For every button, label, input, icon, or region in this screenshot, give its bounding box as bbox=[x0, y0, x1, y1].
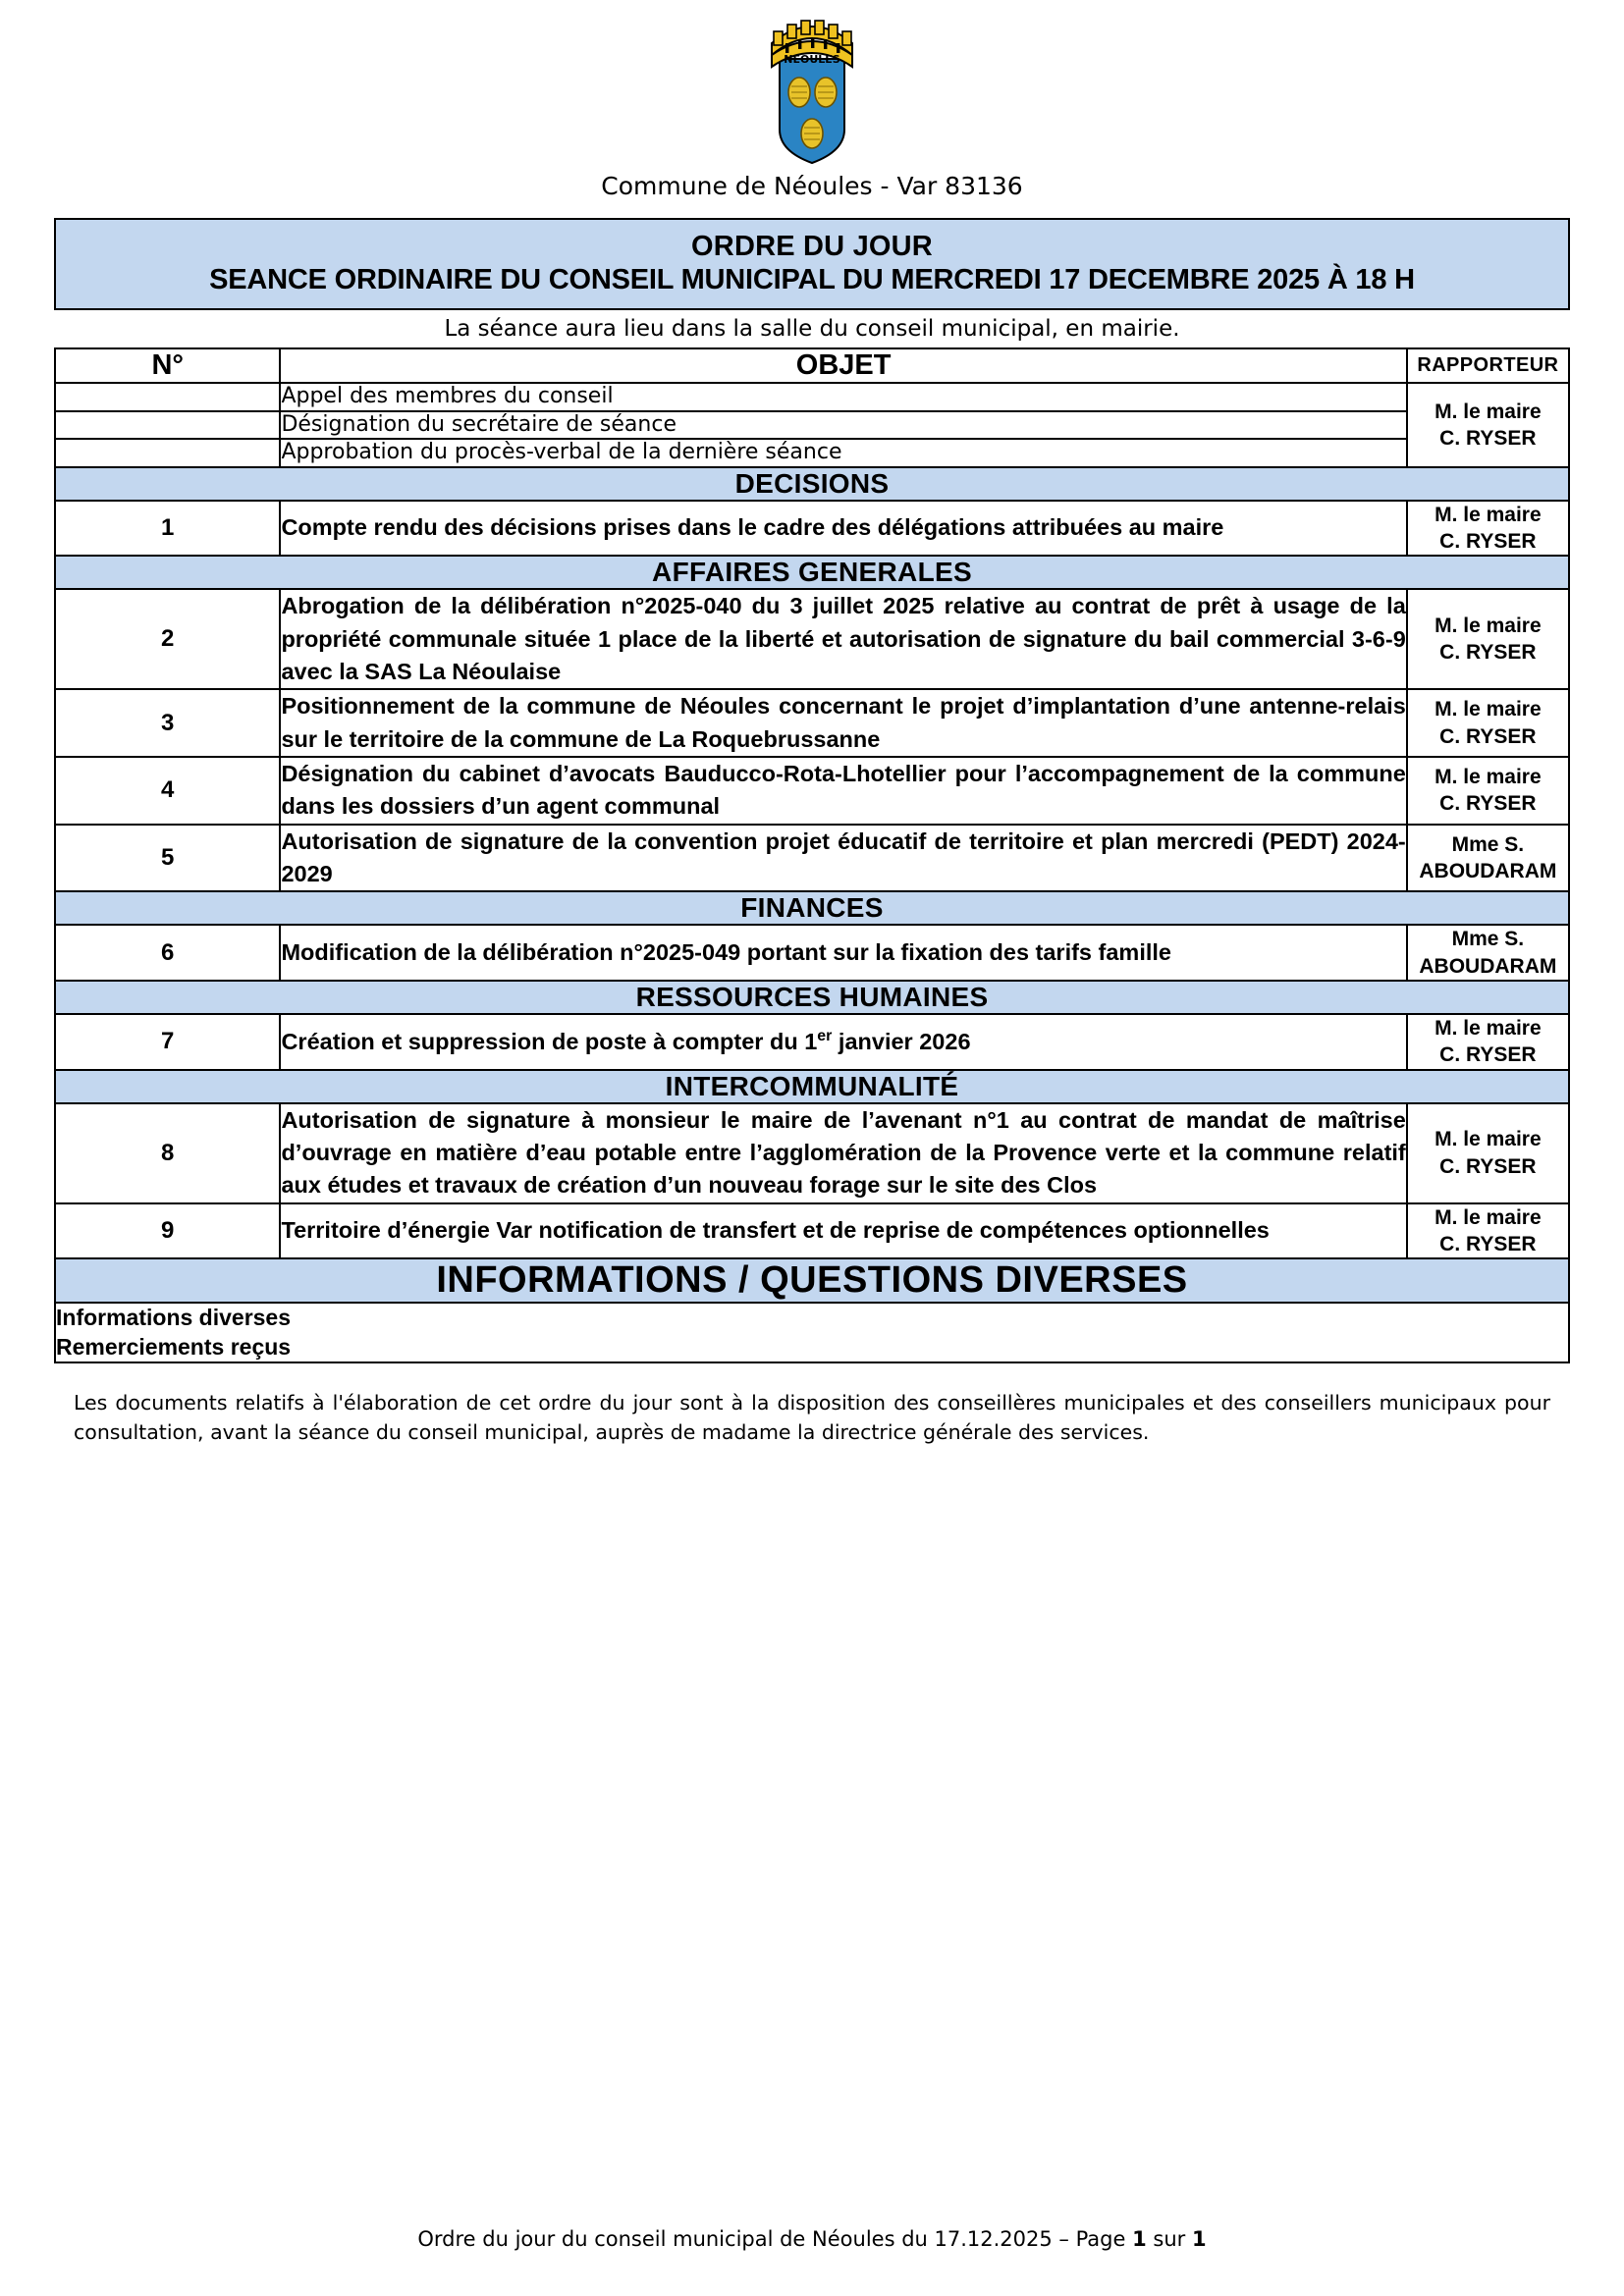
cell-num: 5 bbox=[55, 825, 280, 892]
information-line: Informations diverses bbox=[56, 1305, 292, 1331]
cell-informations bbox=[55, 1303, 1569, 1362]
neoules-coat-of-arms-icon bbox=[754, 14, 870, 166]
page-subtitle: SEANCE ORDINAIRE DU CONSEIL MUNICIPAL DU MERCREDI 17 DECEMBRE 2025 À 18 H bbox=[209, 264, 1415, 296]
rapporteur-line-2: C. RYSER bbox=[1439, 1154, 1537, 1178]
page-title: ORDRE DU JOUR bbox=[691, 231, 933, 262]
table-row bbox=[55, 589, 1569, 689]
rapporteur-line-1: M. le maire bbox=[1435, 698, 1542, 721]
rapporteur-line-2: C. RYSER bbox=[1439, 1043, 1537, 1067]
table-row bbox=[55, 1103, 1569, 1203]
cell-objet: Approbation du procès-verbal de la dernière séance bbox=[280, 439, 1406, 466]
crest-container bbox=[0, 0, 1624, 166]
footer-prefix: Ordre du jour du conseil municipal de Néoules du 17.12.2025 – Page bbox=[417, 2227, 1133, 2251]
rapporteur-line-1: M. le maire bbox=[1435, 766, 1542, 789]
table-row bbox=[55, 383, 1569, 410]
agenda-table bbox=[54, 347, 1570, 1363]
ordre-du-jour-title-box bbox=[54, 218, 1570, 310]
table-row bbox=[55, 689, 1569, 757]
cell-rapporteur bbox=[1407, 1014, 1569, 1070]
footer-page-current: 1 bbox=[1132, 2227, 1147, 2251]
table-row bbox=[55, 825, 1569, 892]
venue-note: La séance aura lieu dans la salle du conseil municipal, en mairie. bbox=[444, 316, 1180, 343]
table-row bbox=[55, 439, 1569, 466]
cell-objet: Désignation du cabinet d’avocats Bauducco-Rota-Lhotellier pour l’accompagnement de la commune dans les dossiers d’un agent communal bbox=[280, 757, 1406, 825]
cell-objet: Positionnement de la commune de Néoules concernant le projet d’implantation d’une antenne-relais sur le territoire de la commune de La Roquebrussanne bbox=[280, 689, 1406, 757]
cell-num: 3 bbox=[55, 689, 280, 757]
section-banner-row bbox=[55, 891, 1569, 925]
cell-objet: Désignation du secrétaire de séance bbox=[280, 411, 1406, 439]
section-title: RESSOURCES HUMAINES bbox=[635, 982, 989, 1013]
section-title: INFORMATIONS / QUESTIONS DIVERSES bbox=[436, 1259, 1188, 1302]
cell-objet: Modification de la délibération n°2025-049 portant sur la fixation des tarifs famille bbox=[280, 925, 1406, 981]
cell-objet: Création et suppression de poste à compter du 1er janvier 2026 bbox=[280, 1014, 1406, 1070]
cell-rapporteur bbox=[1407, 825, 1569, 892]
section-banner-row bbox=[55, 981, 1569, 1014]
rapporteur-line-2: C. RYSER bbox=[1439, 427, 1537, 451]
page-footer bbox=[0, 2227, 1624, 2251]
cell-objet: Autorisation de signature à monsieur le maire de l’avenant n°1 au contrat de mandat de maîtrise d’ouvrage en matière d’eau potable entre l’agglomération de la Provence verte et la commune relatif aux études et travaux de création d’un nouveau forage sur le site des Clos bbox=[280, 1103, 1406, 1203]
cell-num: 7 bbox=[55, 1014, 280, 1070]
table-row bbox=[55, 1203, 1569, 1259]
rapporteur-line-1: M. le maire bbox=[1435, 1205, 1542, 1229]
rapporteur-line-1: M. le maire bbox=[1435, 503, 1542, 526]
rapporteur-line-2: C. RYSER bbox=[1439, 724, 1537, 748]
rapporteur-line-2: C. RYSER bbox=[1439, 529, 1537, 553]
cell-num bbox=[55, 411, 280, 439]
documents-availability-note: Les documents relatifs à l'élaboration de cet ordre du jour sont à la disposition des conseillères municipales et des conseillers municipaux pour consultation, avant la séance du conseil municipal, auprès de madame la directrice générale des services. bbox=[74, 1391, 1550, 1444]
rapporteur-line-2: ABOUDARAM bbox=[1419, 954, 1557, 978]
section-banner-cell bbox=[55, 556, 1569, 589]
section-banner-cell bbox=[55, 1258, 1569, 1303]
cell-objet: Abrogation de la délibération n°2025-040 du 3 juillet 2025 relative au contrat de prêt à usage de la propriété communale située 1 place de la liberté et autorisation de signature du bail commercial 3-6-9 avec la SAS La Néoulaise bbox=[280, 589, 1406, 689]
column-header-objet: OBJET bbox=[280, 348, 1406, 383]
footer-page-total: 1 bbox=[1191, 2227, 1207, 2251]
cell-num: 4 bbox=[55, 757, 280, 825]
cell-rapporteur bbox=[1407, 1103, 1569, 1203]
cell-rapporteur bbox=[1407, 589, 1569, 689]
cell-num: 6 bbox=[55, 925, 280, 981]
table-header-row bbox=[55, 348, 1569, 383]
table-row bbox=[55, 501, 1569, 557]
rapporteur-line-2: ABOUDARAM bbox=[1419, 860, 1557, 883]
section-banner-row bbox=[55, 467, 1569, 501]
cell-objet: Appel des membres du conseil bbox=[280, 383, 1406, 410]
section-banner-row bbox=[55, 1070, 1569, 1103]
footer-middle: sur bbox=[1146, 2227, 1192, 2251]
section-title: AFFAIRES GENERALES bbox=[652, 557, 972, 588]
rapporteur-line-2: C. RYSER bbox=[1439, 1233, 1537, 1255]
table-row bbox=[55, 1303, 1569, 1362]
cell-num: 2 bbox=[55, 589, 280, 689]
cell-rapporteur bbox=[1407, 501, 1569, 557]
section-title: FINANCES bbox=[740, 892, 884, 924]
cell-rapporteur bbox=[1407, 925, 1569, 981]
rapporteur-line-1: Mme S. bbox=[1451, 928, 1525, 951]
section-banner-cell bbox=[55, 467, 1569, 501]
rapporteur-line-2: C. RYSER bbox=[1439, 641, 1537, 665]
rapporteur-line-1: Mme S. bbox=[1451, 832, 1525, 856]
table-row bbox=[55, 757, 1569, 825]
table-row bbox=[55, 925, 1569, 981]
cell-rapporteur bbox=[1407, 689, 1569, 757]
rapporteur-line-1: M. le maire bbox=[1435, 614, 1542, 637]
section-banner-cell bbox=[55, 981, 1569, 1014]
rapporteur-line-1: M. le maire bbox=[1435, 400, 1542, 423]
cell-num: 9 bbox=[55, 1203, 280, 1259]
cell-objet: Autorisation de signature de la convention projet éducatif de territoire et plan mercredi (PEDT) 2024-2029 bbox=[280, 825, 1406, 892]
cell-num: 8 bbox=[55, 1103, 280, 1203]
cell-num: 1 bbox=[55, 501, 280, 557]
cell-rapporteur bbox=[1407, 757, 1569, 825]
cell-num bbox=[55, 383, 280, 410]
section-banner-cell bbox=[55, 891, 1569, 925]
column-header-rapporteur: RAPPORTEUR bbox=[1407, 348, 1569, 383]
rapporteur-line-2: C. RYSER bbox=[1439, 792, 1537, 816]
cell-objet: Territoire d’énergie Var notification de transfert et de reprise de compétences optionnelles bbox=[280, 1203, 1406, 1259]
section-title: DECISIONS bbox=[734, 467, 890, 499]
rapporteur-line-1: M. le maire bbox=[1435, 1017, 1542, 1041]
crest-motto-text: NEOULES bbox=[784, 53, 840, 66]
cell-num bbox=[55, 439, 280, 466]
information-line: Remerciements reçus bbox=[56, 1333, 292, 1360]
rapporteur-line-1: M. le maire bbox=[1435, 1128, 1542, 1151]
column-header-num: N° bbox=[55, 348, 280, 383]
cell-objet: Compte rendu des décisions prises dans le cadre des délégations attribuées au maire bbox=[280, 501, 1406, 557]
section-banner-row bbox=[55, 556, 1569, 589]
section-banner-row bbox=[55, 1258, 1569, 1303]
table-row bbox=[55, 1014, 1569, 1070]
table-row bbox=[55, 411, 1569, 439]
commune-subtitle: Commune de Néoules - Var 83136 bbox=[601, 172, 1023, 200]
cell-rapporteur bbox=[1407, 1203, 1569, 1259]
section-title: INTERCOMMUNALITÉ bbox=[665, 1070, 959, 1101]
section-banner-cell bbox=[55, 1070, 1569, 1103]
cell-rapporteur bbox=[1407, 383, 1569, 466]
